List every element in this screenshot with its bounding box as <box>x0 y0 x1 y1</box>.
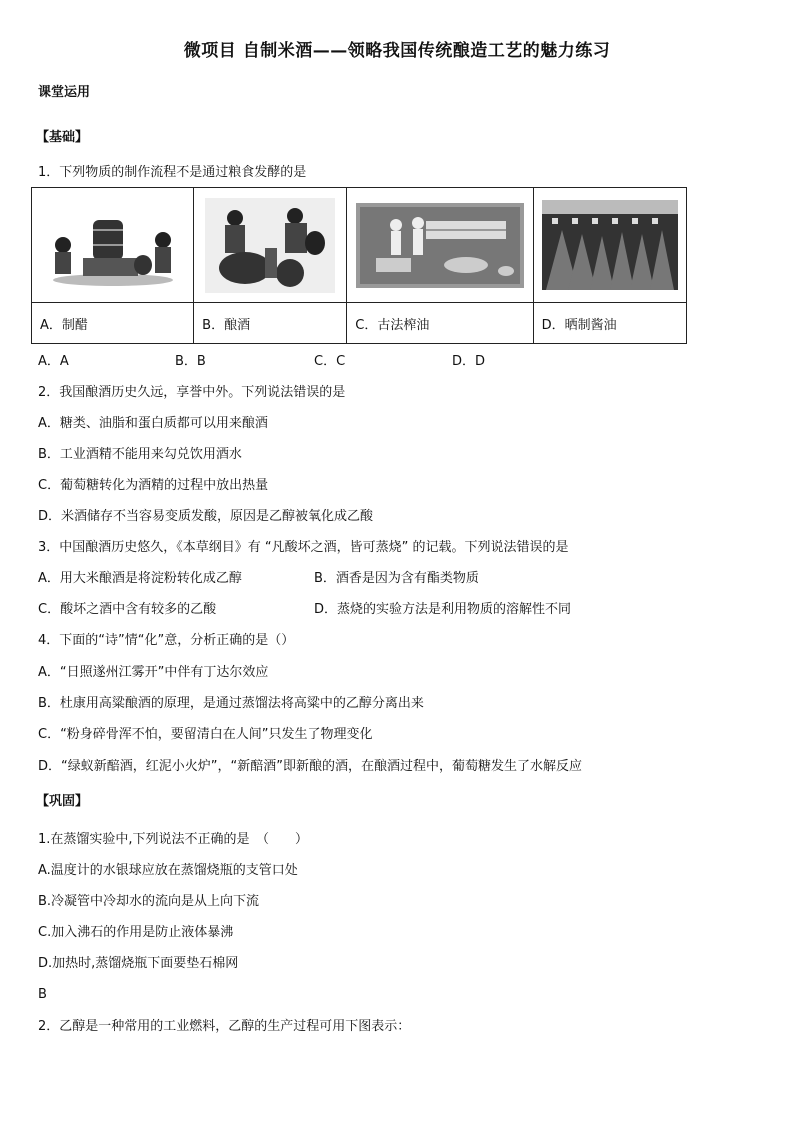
c-q1-option-d: D.加热时,蒸馏烧瓶下面要垫石棉网 <box>38 956 239 971</box>
q2-option-d: D．米酒储存不当容易变质发酸，原因是乙醇被氧化成乙酸 <box>38 509 374 524</box>
consolidate-heading: 【巩固】 <box>36 794 89 809</box>
q1-image-label-b: B．酿酒 <box>194 303 347 344</box>
q1-image-label-d: D．晒制酱油 <box>533 303 686 344</box>
c-q1-answer: B <box>38 987 47 1002</box>
q1-image-label-a: A．制醋 <box>32 303 194 344</box>
q1-choice-d: D．D <box>452 354 486 369</box>
q1-choice-a: A．A <box>38 354 69 369</box>
c-q2-stem: 2．乙醇是一种常用的工业燃料，乙醇的生产过程可用下图表示： <box>38 1019 411 1034</box>
q1-image-table <box>31 187 687 344</box>
wine-brewing-image <box>194 188 347 303</box>
q4-option-c: C．“粉身碎骨浑不怕，要留清白在人间”只发生了物理变化 <box>38 727 373 742</box>
c-q1-option-c: C.加入沸石的作用是防止液体暴沸 <box>38 925 234 940</box>
vinegar-making-image <box>32 188 194 303</box>
q3-stem: 3．中国酿酒历史悠久，《本草纲目》有 “凡酸坏之酒，皆可蒸烧” 的记载。下列说法错误的是 <box>38 540 569 555</box>
q3-option-c: C．酸坏之酒中含有较多的乙酸 <box>38 602 217 617</box>
q1-stem: 1．下列物质的制作流程不是通过粮食发酵的是 <box>38 165 307 180</box>
q4-option-a: A．“日照遂州江雾开”中伴有丁达尔效应 <box>38 665 269 680</box>
c-q1-option-a: A.温度计的水银球应放在蒸馏烧瓶的支管口处 <box>38 863 298 878</box>
q4-option-d: D．“绿蚁新醅酒，红泥小火炉”，“新醅酒”即新酿的酒，在酿酒过程中，葡萄糖发生了水解反应 <box>38 759 582 774</box>
q3-option-d: D．蒸烧的实验方法是利用物质的溶解性不同 <box>314 602 572 617</box>
q1-image-label-c: C．古法榨油 <box>347 303 533 344</box>
q4-option-b: B．杜康用高粱酿酒的原理，是通过蒸馏法将高粱中的乙醇分离出来 <box>38 696 424 711</box>
q2-option-a: A．糖类、油脂和蛋白质都可以用来酿酒 <box>38 416 268 431</box>
basic-heading: 【基础】 <box>36 130 89 145</box>
q3-option-a: A．用大米酿酒是将淀粉转化成乙醇 <box>38 571 242 586</box>
q4-stem: 4．下面的“诗”情“化”意，分析正确的是（） <box>38 633 295 648</box>
section-label: 课堂运用 <box>38 85 91 100</box>
soy-sauce-drying-image <box>533 188 686 303</box>
q1-choice-b: B．B <box>175 354 206 369</box>
q3-option-b: B．酒香是因为含有酯类物质 <box>314 571 479 586</box>
q2-option-b: B．工业酒精不能用来勾兑饮用酒水 <box>38 447 242 462</box>
q2-stem: 2．我国酿酒历史久远，享誉中外。下列说法错误的是 <box>38 385 346 400</box>
c-q1-option-b: B.冷凝管中冷却水的流向是从上向下流 <box>38 894 260 909</box>
page-title: 微项目 自制米酒——领略我国传统酿造工艺的魅力练习 <box>183 41 611 61</box>
q1-choice-c: C．C <box>314 354 346 369</box>
q2-option-c: C．葡萄糖转化为酒精的过程中放出热量 <box>38 478 269 493</box>
oil-pressing-image <box>347 188 533 303</box>
c-q1-stem: 1.在蒸馏实验中,下列说法不正确的是 （ ） <box>38 832 309 847</box>
